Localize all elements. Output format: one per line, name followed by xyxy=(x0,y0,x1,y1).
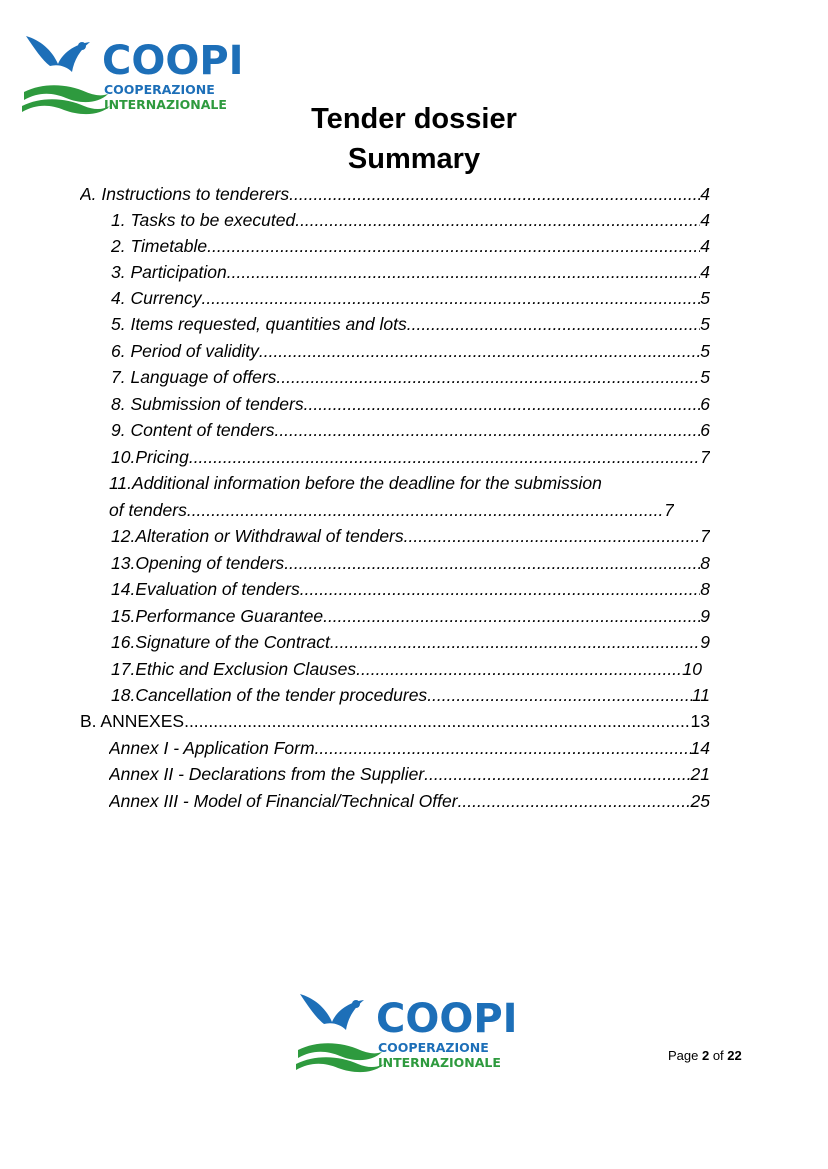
toc-entry[interactable] xyxy=(111,286,710,310)
toc-leader-dots xyxy=(407,312,701,336)
toc-entry-label: 5. Items requested, quantities and lots xyxy=(111,314,407,334)
current-page: 2 xyxy=(701,1048,710,1063)
toc-entry-label: 10.Pricing xyxy=(111,447,189,467)
toc-entry-page: 6 xyxy=(700,394,710,414)
toc-entry[interactable] xyxy=(109,789,710,813)
toc-entry-page: 11 xyxy=(691,685,710,705)
toc-entry-page: 14 xyxy=(690,738,710,758)
toc-entry-page: 7 xyxy=(700,447,710,467)
toc-entry[interactable] xyxy=(111,418,710,442)
toc-leader-dots xyxy=(330,630,700,654)
toc-entry-page: 7 xyxy=(700,526,710,546)
toc-leader-dots xyxy=(304,392,701,416)
toc-entry[interactable] xyxy=(111,312,710,336)
toc-leader-dots xyxy=(274,418,700,442)
logo-line2: INTERNAZIONALE xyxy=(378,1055,501,1070)
toc-entry[interactable] xyxy=(111,657,702,681)
toc-entry-page: 9 xyxy=(700,632,710,652)
toc-entry-page: 25 xyxy=(690,791,710,811)
toc-entry-page: 10 xyxy=(682,659,702,679)
summary-heading: Summary xyxy=(347,143,481,175)
toc-entry-label: 15.Performance Guarantee xyxy=(111,606,324,626)
toc-entry-label: 8. Submission of tenders xyxy=(111,394,304,414)
toc-entry-label: 3. Participation xyxy=(111,262,227,282)
toc-leader-dots xyxy=(189,445,700,469)
toc-entry-page: 4 xyxy=(700,262,710,282)
logo-wordmark: COOPI xyxy=(102,38,244,84)
toc-entry[interactable] xyxy=(109,498,674,522)
toc-entry-label: 18.Cancellation of the tender procedures xyxy=(111,685,428,705)
toc-entry-label: 13.Opening of tenders xyxy=(111,553,285,573)
toc-entry-page: 6 xyxy=(700,420,710,440)
toc-entry-label: 11.Additional information before the deadline for the submission xyxy=(109,473,602,493)
toc-entry-label: 12.Alteration or Withdrawal of tenders xyxy=(111,526,404,546)
toc-entry[interactable] xyxy=(111,683,710,707)
toc-entry-label: 7. Language of offers xyxy=(111,367,277,387)
toc-entry[interactable] xyxy=(111,234,710,258)
toc-entry[interactable] xyxy=(111,339,710,363)
logo-line1: COOPERAZIONE xyxy=(104,82,215,97)
toc-entry-page: 9 xyxy=(700,606,710,626)
toc-entry[interactable] xyxy=(109,762,710,786)
toc-leader-dots xyxy=(404,524,701,548)
toc-entry-page: 4 xyxy=(700,210,710,230)
coopi-logo-bottom xyxy=(296,988,518,1070)
toc-leader-dots xyxy=(315,736,691,760)
toc-leader-dots xyxy=(356,657,682,681)
toc-entry-label: 17.Ethic and Exclusion Clauses xyxy=(111,659,357,679)
toc-entry-page: 21 xyxy=(690,764,710,784)
toc-leader-dots xyxy=(458,789,691,813)
toc-entry-page: 5 xyxy=(700,341,710,361)
toc-entry-page: 4 xyxy=(700,184,710,204)
toc-entry-label: Annex III - Model of Financial/Technical Offer xyxy=(109,791,458,811)
logo-line2: INTERNAZIONALE xyxy=(104,97,227,112)
toc-entry-page: 5 xyxy=(700,314,710,334)
toc-leader-dots xyxy=(276,365,700,389)
toc-entry[interactable] xyxy=(111,551,710,575)
toc-leader-dots xyxy=(227,260,701,284)
toc-leader-dots xyxy=(323,604,700,628)
toc-leader-dots xyxy=(284,551,700,575)
toc-leader-dots xyxy=(187,498,664,522)
toc-entry-page: 5 xyxy=(700,367,710,387)
toc-entry-label: 9. Content of tenders xyxy=(111,420,275,440)
document-title: Tender dossier xyxy=(311,103,517,135)
page-number: Page 2 of 22 xyxy=(668,1048,742,1063)
logo-line1: COOPERAZIONE xyxy=(378,1040,489,1055)
toc-entry-label: 4. Currency xyxy=(111,288,202,308)
toc-entry-page: 5 xyxy=(700,288,710,308)
toc-leader-dots xyxy=(427,683,692,707)
toc-leader-dots xyxy=(289,182,700,206)
toc-entry-label: A. Instructions to tenderers xyxy=(80,184,290,204)
toc-leader-dots xyxy=(295,208,700,232)
toc-entry-label: Annex I - Application Form xyxy=(109,738,315,758)
toc-entry-page: 4 xyxy=(700,236,710,256)
toc-entry[interactable] xyxy=(109,736,710,760)
toc-entry-page: 8 xyxy=(700,579,710,599)
toc-entry[interactable] xyxy=(111,208,710,232)
toc-entry-label: 14.Evaluation of tenders xyxy=(111,579,300,599)
toc-entry-page: 13 xyxy=(690,711,710,731)
toc-entry[interactable] xyxy=(111,630,710,654)
logo-wordmark: COOPI xyxy=(376,996,518,1042)
toc-entry-label: of tenders xyxy=(109,500,187,520)
toc-leader-dots xyxy=(259,339,700,363)
toc-entry-label: B. ANNEXES xyxy=(80,711,185,731)
toc-leader-dots xyxy=(184,709,690,733)
toc-entry-label: 6. Period of validity xyxy=(111,341,259,361)
toc-entry[interactable] xyxy=(111,260,710,284)
toc-entry-label: 1. Tasks to be executed xyxy=(111,210,296,230)
toc-entry-label: 2. Timetable xyxy=(111,236,208,256)
toc-entry[interactable] xyxy=(111,577,710,601)
toc-leader-dots xyxy=(201,286,700,310)
toc-entry-page: 8 xyxy=(700,553,710,573)
toc-leader-dots xyxy=(300,577,701,601)
toc-leader-dots xyxy=(424,762,690,786)
toc-leader-dots xyxy=(207,234,700,258)
toc-entry[interactable] xyxy=(111,365,710,389)
toc-entry[interactable] xyxy=(80,182,710,206)
toc-entry[interactable] xyxy=(111,524,710,548)
coopi-logo-top xyxy=(22,30,244,112)
toc-entry-page: 7 xyxy=(664,500,674,520)
toc-entry[interactable] xyxy=(111,445,710,469)
toc-entry[interactable] xyxy=(111,392,710,416)
toc-entry-label: Annex II - Declarations from the Supplier xyxy=(109,764,425,784)
toc-entry[interactable] xyxy=(111,604,710,628)
toc-entry[interactable] xyxy=(80,709,710,733)
total-pages: 22 xyxy=(727,1048,742,1063)
toc-entry-label: 16.Signature of the Contract xyxy=(111,632,330,652)
toc-entry[interactable] xyxy=(109,471,700,495)
